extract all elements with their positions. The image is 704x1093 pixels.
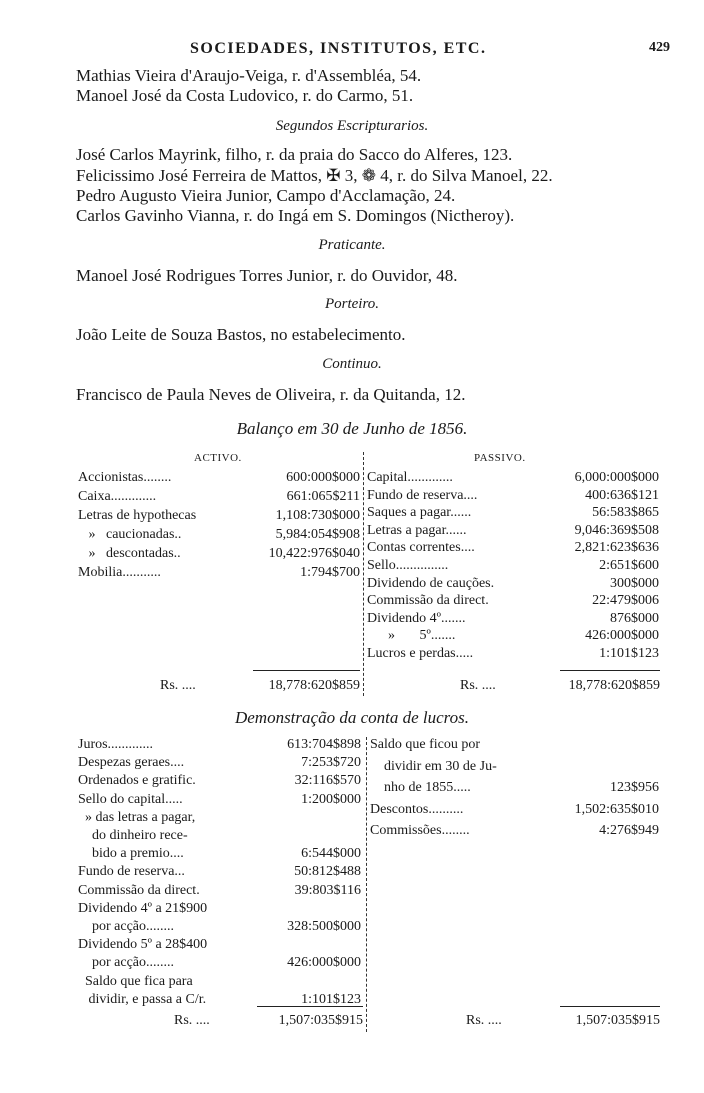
section-heading-continuo: Continuo.	[322, 356, 382, 372]
profit-statement-title: Demonstração da conta de lucros.	[234, 708, 470, 727]
table-row	[78, 955, 361, 973]
total-rule	[257, 1006, 363, 1007]
text-line: Manoel José Rodrigues Torres Junior, r. do Ouvidor, 48.	[76, 266, 458, 285]
total-label: Rs. ....	[460, 678, 496, 693]
row-label: do dinheiro rece-	[78, 828, 188, 843]
row-label: Accionistas........	[78, 470, 172, 485]
row-value: 10,422:976$040	[268, 546, 360, 561]
row-label: Lucros e perdas.....	[367, 646, 474, 661]
column-divider	[363, 452, 364, 696]
total-label: Rs. ....	[160, 678, 196, 693]
total-label: Rs. ....	[174, 1013, 210, 1028]
table-row	[78, 527, 360, 546]
row-label: Mobilia...........	[78, 565, 161, 580]
table-row	[78, 755, 361, 773]
row-value: 2,821:623$636	[574, 540, 659, 556]
table-row	[78, 883, 361, 901]
table-row	[78, 864, 361, 882]
table-row	[78, 810, 361, 828]
text-line: José Carlos Mayrink, filho, r. da praia do Sacco do Alferes, 123.	[76, 145, 513, 164]
table-row	[367, 488, 659, 506]
row-label: Contas correntes....	[367, 540, 475, 556]
row-label: Fundo de reserva...	[78, 864, 185, 880]
row-value: 661:065$211	[286, 489, 360, 504]
row-label: Capital.............	[367, 470, 453, 485]
total-rule	[560, 1006, 660, 1007]
passivo-total	[460, 678, 660, 698]
balance-title: Balanço em 30 de Junho de 1856.	[236, 419, 468, 438]
text-line: Manoel José da Costa Ludovico, r. do Carmo, 51.	[76, 86, 414, 105]
row-label: Letras de hypothecas	[78, 508, 197, 523]
profit-credit-table	[370, 737, 659, 937]
table-row	[78, 792, 361, 810]
running-header	[190, 40, 670, 58]
row-value: 9,046:369$508	[574, 522, 659, 538]
row-value: 1,502:635$010	[574, 801, 659, 817]
text-line: João Leite de Souza Bastos, no estabelecimento.	[76, 325, 406, 344]
row-value: 4:276$949	[599, 823, 659, 838]
row-value: 426:000$000	[585, 628, 659, 644]
row-label: Caixa.............	[78, 489, 157, 504]
table-row	[367, 505, 659, 523]
table-row	[367, 593, 659, 611]
section-heading-praticante: Praticante.	[318, 237, 386, 253]
row-label: Juros.............	[78, 737, 154, 752]
row-label: Despezas geraes....	[78, 755, 185, 771]
table-row	[78, 901, 361, 919]
row-label: » caucionadas..	[78, 527, 182, 542]
table-row	[78, 992, 361, 1010]
total-label: Rs. ....	[466, 1013, 502, 1028]
row-label: Ordenados e gratific.	[78, 773, 196, 789]
row-value: 1:794$700	[300, 565, 360, 580]
table-row	[78, 470, 360, 489]
table-row	[367, 576, 659, 594]
row-label: Descontos..........	[370, 801, 464, 817]
row-label: Dividendo 5º a 28$400	[78, 937, 208, 953]
section-heading-segundos: Segundos Escripturarios.	[275, 118, 429, 134]
credit-total	[466, 1013, 660, 1033]
table-row	[370, 780, 659, 802]
row-value: 328:500$000	[287, 919, 361, 934]
table-row	[78, 546, 360, 565]
profit-debit-table	[78, 737, 361, 1017]
row-label: Commissão da direct.	[78, 882, 200, 898]
row-label: Commissão da direct.	[367, 593, 489, 609]
row-label: bido a premio....	[78, 846, 184, 862]
text-line: Felicissimo José Ferreira de Mattos, ✠ 3, ❁ 4, r. do Silva Manoel, 22.	[76, 166, 553, 185]
row-value: 1:200$000	[301, 791, 361, 807]
row-value: 50:812$488	[294, 864, 361, 880]
table-row	[370, 802, 659, 824]
text-line: Carlos Gavinho Vianna, r. do Ingá em S. Domingos (Nictheroy).	[76, 206, 515, 225]
table-row	[78, 974, 361, 992]
row-value: 400:636$121	[585, 487, 659, 503]
activo-table	[78, 470, 360, 690]
row-value: 39:803$116	[294, 882, 361, 898]
total-value: 18,778:620$859	[268, 678, 360, 693]
table-row	[78, 773, 361, 791]
page-number: 429	[649, 40, 670, 55]
table-row	[78, 937, 361, 955]
text-line: Francisco de Paula Neves de Oliveira, r. da Quitanda, 12.	[76, 385, 466, 404]
section-heading-porteiro: Porteiro.	[324, 296, 380, 312]
row-label: » descontadas..	[78, 546, 181, 561]
row-value: 6,000:000$000	[574, 470, 659, 485]
table-row	[78, 828, 361, 846]
table-row	[367, 540, 659, 558]
passivo-table	[367, 470, 659, 690]
row-value: 600:000$000	[286, 470, 360, 485]
row-label: nho de 1855.....	[370, 780, 471, 795]
row-value: 5,984:054$908	[275, 527, 360, 542]
row-label: Saldo que ficou por	[370, 737, 481, 752]
table-row	[367, 628, 659, 646]
column-divider	[366, 737, 367, 1032]
total-value: 1,507:035$915	[278, 1013, 363, 1028]
table-row	[78, 565, 360, 584]
row-value: 426:000$000	[287, 955, 361, 971]
row-label: Sello...............	[367, 558, 449, 573]
table-row	[367, 470, 659, 488]
row-label: Letras a pagar......	[367, 522, 467, 538]
table-row	[78, 737, 361, 755]
row-label: Saques a pagar......	[367, 505, 472, 521]
row-label: Dividendo 4º.......	[367, 610, 466, 626]
total-value: 1,507:035$915	[575, 1013, 660, 1028]
table-row	[78, 489, 360, 508]
row-value: 300$000	[610, 575, 659, 591]
table-row	[78, 919, 361, 937]
row-value: 6:544$000	[301, 846, 361, 862]
text-line: Mathias Vieira d'Araujo-Veiga, r. d'Assembléa, 54.	[76, 66, 422, 85]
table-row	[370, 823, 659, 845]
passivo-heading: PASSIVO.	[474, 452, 526, 464]
row-label: » 5º.......	[367, 628, 456, 644]
row-label: por acção........	[78, 955, 175, 971]
table-row	[367, 558, 659, 576]
total-value: 18,778:620$859	[568, 678, 660, 693]
row-value: 2:651$600	[599, 558, 659, 573]
table-row	[367, 646, 659, 664]
row-value: 613:704$898	[287, 737, 361, 752]
debit-total	[174, 1013, 363, 1033]
row-label: dividir, e passa a C/r.	[78, 991, 207, 1007]
row-label: Sello do capital.....	[78, 791, 183, 807]
row-value: 123$956	[610, 780, 659, 795]
row-label: dividir em 30 de Ju-	[370, 758, 497, 774]
total-rule	[560, 670, 660, 671]
table-row	[370, 737, 659, 759]
row-label: Fundo de reserva....	[367, 487, 478, 503]
row-value: 1:101$123	[301, 991, 361, 1007]
row-value: 1,108:730$000	[275, 508, 360, 523]
table-row	[367, 523, 659, 541]
row-value: 56:583$865	[592, 505, 659, 521]
row-value: 1:101$123	[599, 646, 659, 661]
row-value: 7:253$720	[301, 755, 361, 771]
text-line: Pedro Augusto Vieira Junior, Campo d'Acclamação, 24.	[76, 186, 456, 205]
header-title: SOCIEDADES, INSTITUTOS, ETC.	[190, 40, 487, 57]
row-label: Saldo que fica para	[78, 973, 193, 989]
table-row	[78, 846, 361, 864]
row-value: 22:479$006	[592, 593, 659, 609]
table-row	[370, 759, 659, 781]
row-label: Dividendo de cauções.	[367, 575, 495, 591]
row-label: Dividendo 4º a 21$900	[78, 900, 208, 916]
activo-heading: ACTIVO.	[194, 452, 242, 464]
total-rule	[253, 670, 360, 671]
row-label: por acção........	[78, 919, 175, 934]
table-row	[367, 611, 659, 629]
row-label: Commissões........	[370, 823, 470, 838]
table-row	[78, 508, 360, 527]
activo-total	[160, 678, 360, 698]
row-value: 876$000	[610, 610, 659, 626]
row-label: » das letras a pagar,	[78, 809, 196, 825]
row-value: 32:116$570	[294, 773, 361, 789]
